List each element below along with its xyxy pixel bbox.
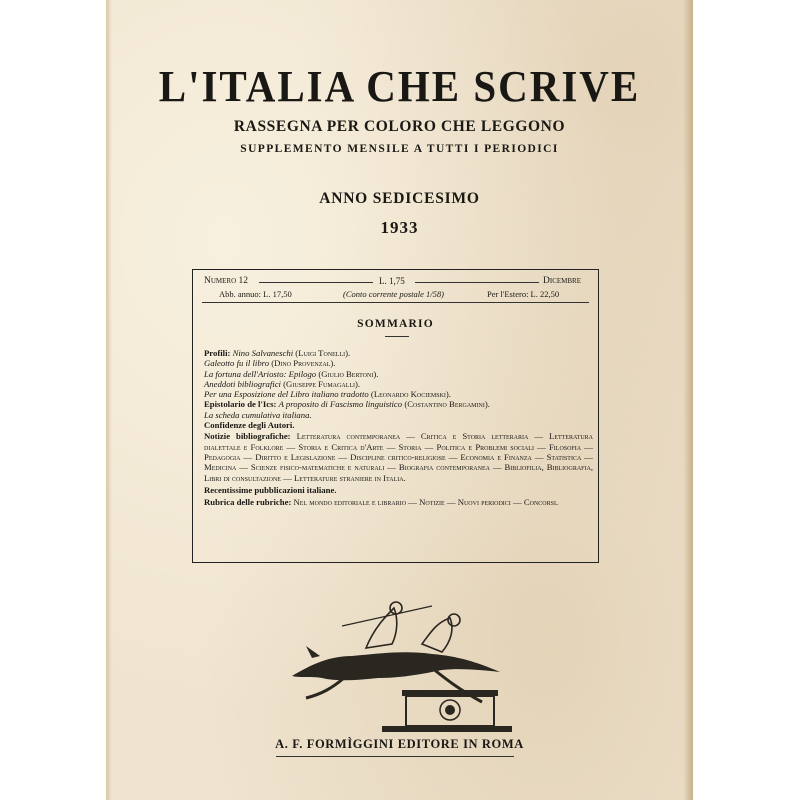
toc-subjects: Nel mondo editoriale e librario — Notizie — Nuovi periodici — Concorsi. [293, 497, 559, 508]
journal-supplement: SUPPLEMENTO MENSILE A TUTTI I PERIODICI [240, 143, 559, 155]
toc-author: (Leonardo Kociemski). [370, 389, 451, 400]
issue-month: Dicembre [543, 276, 581, 286]
emblem-lance [342, 606, 432, 626]
toc-entry [204, 399, 593, 409]
emblem-rider-right-head [448, 614, 460, 626]
publisher-rule [276, 756, 514, 757]
toc-title: La fortuna dell'Ariosto: Epilogo [204, 368, 317, 379]
toc-author: (Costantino Bergamini). [404, 399, 490, 410]
volume-label: ANNO SEDICESIMO [319, 190, 480, 207]
toc-entry [204, 497, 593, 507]
header-rule-right [415, 282, 539, 283]
emblem-rider-right [422, 618, 452, 652]
toc-title: A proposito di Fascismo linguistico [278, 399, 403, 410]
contents-box [192, 269, 599, 563]
toc-title: Aneddoti bibliografici [204, 378, 281, 389]
issue-price: L. 1,75 [379, 276, 405, 286]
toc-title: Nino Salvaneschi [232, 348, 294, 358]
toc-entry [204, 485, 593, 495]
emblem-wolf-ear [306, 646, 320, 658]
journal-subtitle: RASSEGNA PER COLORO CHE LEGGONO [233, 118, 566, 135]
toc-section-label: Profili: [204, 348, 231, 358]
toc-entry [204, 389, 593, 399]
publisher-imprint: A. F. FORMÌGGINI EDITORE IN ROMA [275, 737, 524, 751]
subscription-price: Abb. annuo: L. 17,50 [219, 289, 292, 299]
toc-title: La scheda cumulativa italiana. [204, 409, 312, 420]
toc-title: Galeotto fu il libro [204, 358, 270, 369]
table-of-contents [204, 348, 593, 507]
toc-subjects: Letteratura contemporanea — Critica e Storia letteraria — Letteratura dialettale e Folklore — Storia e Critica d'Arte — Storia — Politica e Problemi sociali — Filosofia — Pedagogia — Diritto e Legislazione — Discipline critico-religiose — Economia e Finanza — Statistica — Medicina — Scienze fisico-matematiche e naturali — Biografia contemporanea — Bibliofilia, Bibliografia, Libri di consultazione — Letterature straniere in Italia. [204, 431, 593, 483]
header-rule-left [259, 282, 373, 283]
sommario-heading: SOMMARIO [357, 318, 434, 330]
postal-account: (Conto corrente postale 1/58) [343, 289, 444, 299]
emblem-plinth-base [382, 726, 512, 732]
toc-entry [204, 410, 593, 420]
publisher-emblem-illustration [282, 598, 512, 734]
issue-number: Numero 12 [204, 276, 249, 286]
toc-section-label: Recentissime pubblicazioni italiane. [204, 484, 337, 495]
header-divider [202, 302, 589, 303]
sommario-rule [385, 336, 409, 337]
toc-author: (Dino Provenzal). [271, 358, 336, 369]
toc-section-label: Epistolario de l'Ics: [204, 399, 277, 410]
toc-section-label: Notizie bibliografiche: [204, 431, 291, 442]
toc-author: (Luigi Tonelli). [295, 348, 351, 358]
toc-entry [204, 369, 593, 379]
emblem-rider-left [366, 608, 397, 648]
abroad-price: Per l'Estero: L. 22,50 [487, 289, 560, 299]
toc-author: (Giulio Bertoni). [318, 368, 379, 379]
journal-title: L'ITALIA CHE SCRIVE [158, 61, 641, 111]
toc-entry [204, 379, 593, 389]
toc-author: (Giuseppe Fumagalli). [283, 378, 361, 389]
emblem-wolf-body [292, 652, 500, 680]
toc-title: Per una Esposizione del Libro italiano tradotto [204, 389, 369, 400]
toc-section-label: Confidenze degli Autori. [204, 420, 295, 431]
toc-section-label: Rubrica delle rubriche: [204, 497, 292, 508]
toc-entry [204, 431, 593, 482]
toc-entry [204, 358, 593, 368]
emblem-wolf-foreleg [306, 678, 344, 698]
year-label: 1933 [380, 218, 419, 237]
emblem-seal-center [445, 705, 455, 715]
toc-entry [204, 348, 593, 358]
journal-cover [106, 0, 693, 800]
toc-entry [204, 420, 593, 430]
